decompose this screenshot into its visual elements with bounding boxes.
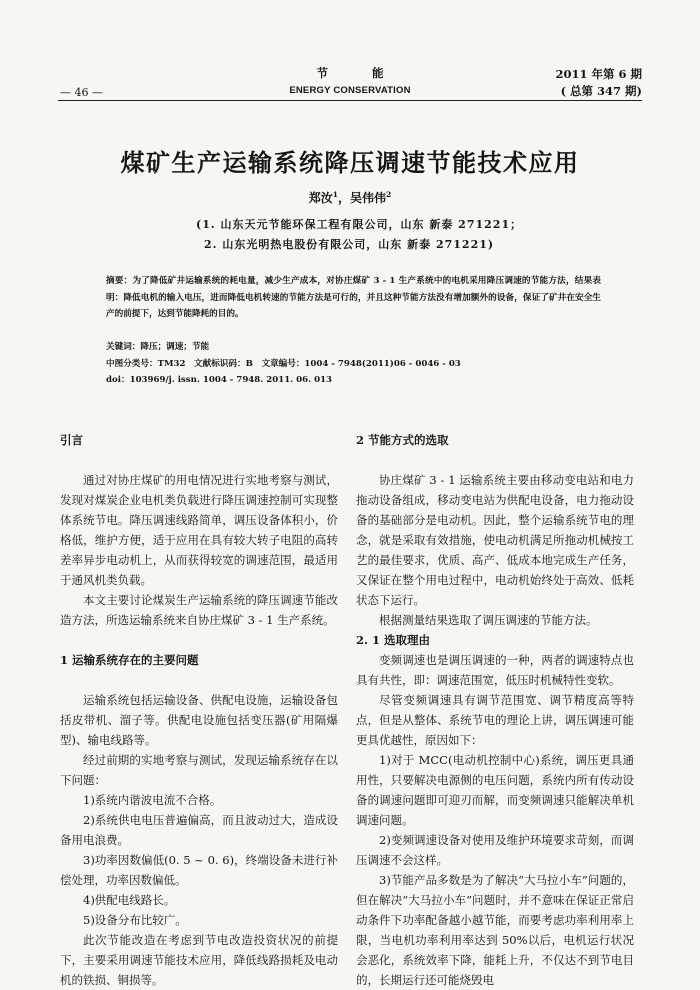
running-header (260, 65, 440, 96)
journal-name-cn: 节 能 (316, 66, 404, 80)
total-issue-number: ( 总第 347 期) (560, 84, 642, 98)
author-name: 吴伟伟 (350, 191, 387, 205)
left-column (60, 430, 338, 990)
paragraph: 尽管变频调速具有调节范围宽、调节精度高等特点，但是从整体、系统节电的理论上讲，调压调速可能更具优越性，原因如下： (356, 693, 634, 747)
paragraph: 2)变频调速设备对使用及维护环境要求苛刻，而调压调速不会这样。 (356, 833, 634, 867)
paragraph: 1)对于 MCC(电动机控制中心)系统，调压更具通用性，只要解决电源侧的电压问题，系统内所有传动设备的调速问题即可迎刃而解，而变频调速只能解决单机调速问题。 (356, 753, 634, 827)
paragraph: 1)系统内谐波电流不合格。 (83, 793, 222, 807)
paragraph: 经过前期的实地考察与测试，发现运输系统存在以下问题： (60, 753, 338, 787)
section-heading: 1 运输系统存在的主要问题 (60, 653, 199, 667)
author-line (0, 189, 700, 206)
section-heading: 2 节能方式的选取 (356, 433, 449, 447)
section-heading: 2. 1 选取理由 (356, 633, 431, 647)
abstract-label: 摘要： (106, 276, 133, 286)
doi: doi：103969/j. issn. 1004 - 7948. 2011. 06. 013 (106, 375, 333, 385)
author-affiliation-mark: 1 (332, 190, 338, 199)
header-rule (58, 100, 642, 101)
page-number: — 46 — (60, 86, 103, 99)
abstract (106, 273, 601, 323)
paragraph: 2)系统供电电压普遍偏高，而且波动过大，造成设备用电浪费。 (60, 813, 338, 847)
abstract-text: 为了降低矿井运输系统的耗电量，减少生产成本，对协庄煤矿 3 - 1 生产系统中的电机采用降压调速的节能方法，结果表明：降低电机的输入电压，进而降低电机转速的节能方法是可行的，并且这种节能方法没有增加额外的设备，保证了矿井在安全生产的前提下，达到节能降耗的目的。 (106, 276, 601, 319)
author-name: 郑汝 (308, 191, 333, 205)
paragraph: 根据测量结果选取了调压调速的节能方法。 (379, 613, 598, 627)
spacer (60, 450, 338, 470)
paragraph: 3)功率因数偏低(0. 5 ~ 0. 6)，终端设备未进行补偿处理，功率因数偏低。 (60, 853, 338, 887)
paragraph: 变频调速也是调压调速的一种，两者的调速特点也具有共性，即：调速范围宽，低压时机械特性变软。 (356, 653, 634, 687)
paragraph: 通过对协庄煤矿的用电情况进行实地考察与测试，发现对煤炭企业电机类负载进行降压调速控制可实现整体系统节电。降压调速线路简单，调压设备体积小，价格低，维护方便，适于应用在具有较大转子电阻的高转差率异步电动机上，从而获得较宽的调速范围，最适用于通风机类负载。 (60, 473, 338, 587)
paragraph: 运输系统包括运输设备、供配电设施，运输设备包括皮带机、溜子等。供配电设施包括变压器(矿用隔爆型)、输电线路等。 (60, 693, 338, 747)
right-column (356, 430, 634, 990)
affiliations (196, 215, 522, 255)
paragraph: 4)供配电线路长。 (83, 893, 176, 907)
spacer (60, 670, 338, 690)
article-title: 煤矿生产运输系统降压调速节能技术应用 (120, 148, 580, 177)
keywords: 降压；调速；节能 (140, 342, 210, 352)
paragraph: 此次节能改造在考虑到节电改造投资状况的前提下，主要采用调速节能技术应用，降低线路损耗及电动机的铁损、铜损等。 (60, 933, 338, 987)
classification-line: 中图分类号：TM32 文献标识码：B 文章编号：1004 - 7948(2011)06 - 0046 - 03 (106, 358, 461, 369)
affiliation-line: (1. 山东天元节能环保工程有限公司，山东 新泰 271221； (196, 218, 523, 231)
paragraph: 3)节能产品多数是为了解决“大马拉小车”问题的，但在解决“大马拉小车”问题时，并不意味在保证正常启动条件下功率配备越小越节能，而要考虑功率利用率上限，当电机功率利用率达到 50%以后，电机运行状况会恶化，系统效率下降，能耗上升，不仅达不到节电目的，长期运行还可能烧毁电 (356, 873, 634, 987)
paragraph: 5)设备分布比较广。 (83, 913, 187, 927)
affiliation-line: 2. 山东光明热电股份有限公司，山东 新泰 271221) (204, 238, 495, 251)
section-heading: 引言 (60, 433, 83, 447)
issue-number: 2011 年第 6 期 (555, 67, 642, 81)
spacer (60, 630, 338, 650)
author-separator: ， (337, 191, 350, 205)
keywords-line (106, 339, 461, 356)
issue-info (555, 66, 642, 100)
paragraph: 协庄煤矿 3 - 1 运输系统主要由移动变电站和电力拖动设备组成，移动变电站为供配电设备，电力拖动设备的基础部分是电动机。因此，整个运输系统节电的理念，就是采取有效措施，使电动机满足所拖动机械按工艺的最佳要求，优质、高产、低成本地完成生产任务，又保证在整个用电过程中，电动机始终处于高效、低耗状态下运行。 (356, 473, 634, 607)
paragraph: 本文主要讨论煤炭生产运输系统的降压调速节能改造方法，所选运输系统来自协庄煤矿 3 - 1 生产系统。 (60, 593, 338, 627)
author-affiliation-mark: 2 (386, 190, 392, 199)
article-metadata (106, 339, 461, 389)
journal-name-en: ENERGY CONSERVATION (289, 85, 411, 96)
keywords-label: 关键词： (106, 342, 141, 352)
spacer (356, 450, 634, 470)
